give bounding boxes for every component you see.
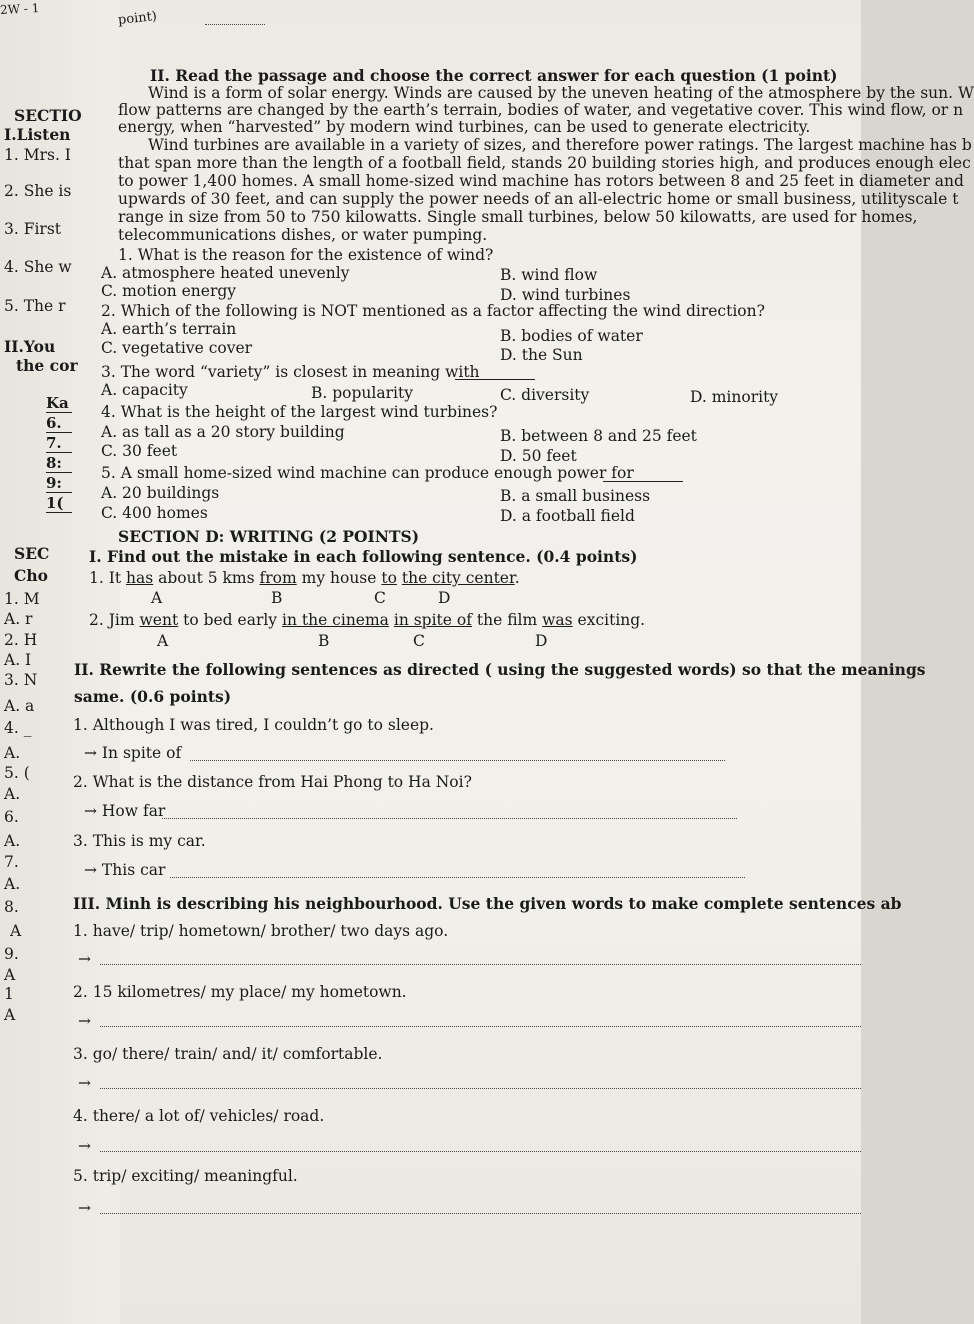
passage-line: energy, when “harvested” by modern wind turbines, can be used to generate electricity. <box>118 118 811 136</box>
margin-text: II.You <box>4 337 56 356</box>
answer-line[interactable] <box>190 760 725 761</box>
passage-line: Wind turbines are available in a variety of sizes, and therefore power ratings. The largest machine has b <box>148 136 972 154</box>
option-a[interactable]: A. earth’s terrain <box>101 320 237 338</box>
option-b[interactable]: B. popularity <box>311 384 413 402</box>
margin-text: A. a <box>4 697 35 715</box>
option-label[interactable]: B <box>318 632 330 650</box>
margin-text: 5. ( <box>4 764 30 782</box>
answer-blank[interactable] <box>455 379 535 380</box>
rewrite-prompt: → In spite of <box>84 744 182 762</box>
option-label[interactable]: C <box>374 589 386 607</box>
margin-text: A. <box>4 744 21 762</box>
option-label[interactable]: D <box>535 632 548 650</box>
margin-text: 4. _ <box>4 719 32 737</box>
strip-cell: Ka <box>46 394 72 413</box>
margin-text: 1 <box>4 985 14 1003</box>
header-point: point) <box>117 9 158 28</box>
margin-text: Cho <box>14 566 48 585</box>
margin-text: 1. Mrs. I <box>4 146 71 164</box>
rewrite-question: 2. What is the distance from Hai Phong to Ha Noi? <box>73 773 472 791</box>
passage-line: Wind is a form of solar energy. Winds are caused by the uneven heating of the atmosphere by the sun. W <box>148 84 974 102</box>
option-a[interactable]: A. capacity <box>101 381 188 399</box>
option-label[interactable]: C <box>413 632 425 650</box>
option-a[interactable]: A. atmosphere heated unevenly <box>101 264 350 282</box>
question-text: 5. A small home-sized wind machine can produce enough power for <box>101 464 634 482</box>
margin-text: 7. <box>4 853 19 871</box>
margin-text: 5. The r <box>4 297 66 315</box>
option-label[interactable]: B <box>271 589 283 607</box>
margin-text: the cor <box>16 356 78 375</box>
margin-text: 2. She is <box>4 182 72 200</box>
option-c[interactable]: C. 400 homes <box>101 504 208 522</box>
question-text: 3. The word “variety” is closest in meaning with <box>101 363 480 381</box>
option-a[interactable]: A. 20 buildings <box>101 484 220 502</box>
margin-text: I.Listen <box>4 125 71 144</box>
margin-text: A. I <box>4 651 32 669</box>
passage-line: that span more than the length of a football field, stands 20 building stories high, and produces enough elec <box>118 154 971 172</box>
margin-text: 2. H <box>4 631 38 649</box>
margin-text: 3. N <box>4 671 38 689</box>
margin-text: A. <box>4 785 21 803</box>
part2-rewrite-title2: same. (0.6 points) <box>74 687 232 706</box>
part3-title: III. Minh is describing his neighbourhood. Use the given words to make complete sentences ab <box>73 894 902 913</box>
strip-cell: 8: <box>46 454 72 473</box>
arrow-icon: → <box>78 1137 91 1155</box>
part2-title: II. Read the passage and choose the correct answer for each question (1 point) <box>150 66 838 85</box>
answer-line[interactable] <box>100 1151 861 1152</box>
answer-line[interactable] <box>100 1026 861 1027</box>
answer-box-strip <box>46 390 74 520</box>
option-c[interactable]: C. vegetative cover <box>101 339 253 357</box>
passage-line: upwards of 30 feet, and can supply the power needs of an all-electric home or small business, utilityscale t <box>118 190 959 208</box>
option-d[interactable]: D. 50 feet <box>500 447 577 465</box>
answer-line[interactable] <box>162 818 737 819</box>
answer-blank[interactable] <box>603 481 683 482</box>
answer-line[interactable] <box>100 1213 861 1214</box>
rewrite-question: 3. This is my car. <box>73 832 206 850</box>
margin-text: 4. She w <box>4 258 72 276</box>
option-c[interactable]: C. 30 feet <box>101 442 178 460</box>
margin-text: 9. <box>4 945 19 963</box>
question-text: 4. What is the height of the largest wind turbines? <box>101 403 498 421</box>
section-d-title: SECTION D: WRITING (2 POINTS) <box>118 527 420 546</box>
strip-cell: 9: <box>46 474 72 493</box>
margin-text: SEC <box>14 544 50 563</box>
part2-rewrite-title: II. Rewrite the following sentences as directed ( using the suggested words) so that the meanings <box>74 660 926 679</box>
arrow-icon: → <box>78 950 91 968</box>
option-a[interactable]: A. as tall as a 20 story building <box>101 423 345 441</box>
margin-text: A <box>4 1006 16 1024</box>
margin-text: A. <box>4 832 21 850</box>
passage-line: to power 1,400 homes. A small home-sized wind machine has rotors between 8 and 25 feet in diameter and <box>118 172 964 190</box>
arrow-icon: → <box>78 1074 91 1092</box>
option-b[interactable]: B. wind flow <box>500 266 598 284</box>
mistake-sentence-2: 2. Jim went to bed early in the cinema in spite of the film was exciting. <box>89 611 646 629</box>
option-d[interactable]: D. wind turbines <box>500 286 631 304</box>
passage-line: range in size from 50 to 750 kilowatts. Single small turbines, below 50 kilowatts, are used for homes, <box>118 208 918 226</box>
rewrite-question: 1. Although I was tired, I couldn’t go to sleep. <box>73 716 434 734</box>
mistake-sentence-1: 1. It has about 5 kms from my house to the city center. <box>89 569 520 587</box>
option-d[interactable]: D. minority <box>690 388 779 406</box>
sentence-cue: 5. trip/ exciting/ meaningful. <box>73 1167 298 1185</box>
part1-title: I. Find out the mistake in each following sentence. (0.4 points) <box>89 547 638 566</box>
passage-line: telecommunications dishes, or water pumping. <box>118 226 488 244</box>
margin-text: A. <box>4 875 21 893</box>
arrow-icon: → <box>78 1012 91 1030</box>
margin-text: 8. <box>4 898 19 916</box>
strip-cell: 7. <box>46 434 72 453</box>
option-b[interactable]: B. a small business <box>500 487 651 505</box>
option-label[interactable]: A <box>157 632 169 650</box>
option-b[interactable]: B. between 8 and 25 feet <box>500 427 697 445</box>
option-label[interactable]: D <box>438 589 451 607</box>
sentence-cue: 1. have/ trip/ hometown/ brother/ two days ago. <box>73 922 449 940</box>
sentence-cue: 4. there/ a lot of/ vehicles/ road. <box>73 1107 325 1125</box>
option-c[interactable]: C. motion energy <box>101 282 237 300</box>
arrow-icon: → <box>78 1199 91 1217</box>
question-text: 2. Which of the following is NOT mentioned as a factor affecting the wind direction? <box>101 302 765 320</box>
strip-cell: 1( <box>46 494 72 513</box>
margin-text: A <box>10 922 22 940</box>
answer-line[interactable] <box>170 877 745 878</box>
margin-text: A. r <box>4 610 33 628</box>
rewrite-prompt: → How far <box>84 802 166 820</box>
rewrite-prompt: → This car <box>84 861 166 879</box>
passage-line: flow patterns are changed by the earth’s terrain, bodies of water, and vegetative cover. This wind flow, or n <box>118 101 964 119</box>
strip-cell: 6. <box>46 414 72 433</box>
question-text: 1. What is the reason for the existence of wind? <box>118 246 494 264</box>
answer-line[interactable] <box>100 1088 861 1089</box>
option-d[interactable]: D. the Sun <box>500 346 583 364</box>
margin-text: 1. M <box>4 590 40 608</box>
answer-line[interactable] <box>100 964 861 965</box>
option-label[interactable]: A <box>151 589 163 607</box>
sentence-cue: 2. 15 kilometres/ my place/ my hometown. <box>73 983 407 1001</box>
option-c[interactable]: C. diversity <box>500 386 590 404</box>
header-dots <box>205 24 265 25</box>
margin-text: 6. <box>4 808 19 826</box>
option-d[interactable]: D. a football field <box>500 507 635 525</box>
option-b[interactable]: B. bodies of water <box>500 327 643 345</box>
margin-text: 3. First <box>4 220 62 238</box>
margin-text: A <box>4 966 16 984</box>
corner-label: 2W - 1 <box>0 0 40 18</box>
sentence-cue: 3. go/ there/ train/ and/ it/ comfortable. <box>73 1045 383 1063</box>
margin-text: SECTIO <box>14 106 82 125</box>
